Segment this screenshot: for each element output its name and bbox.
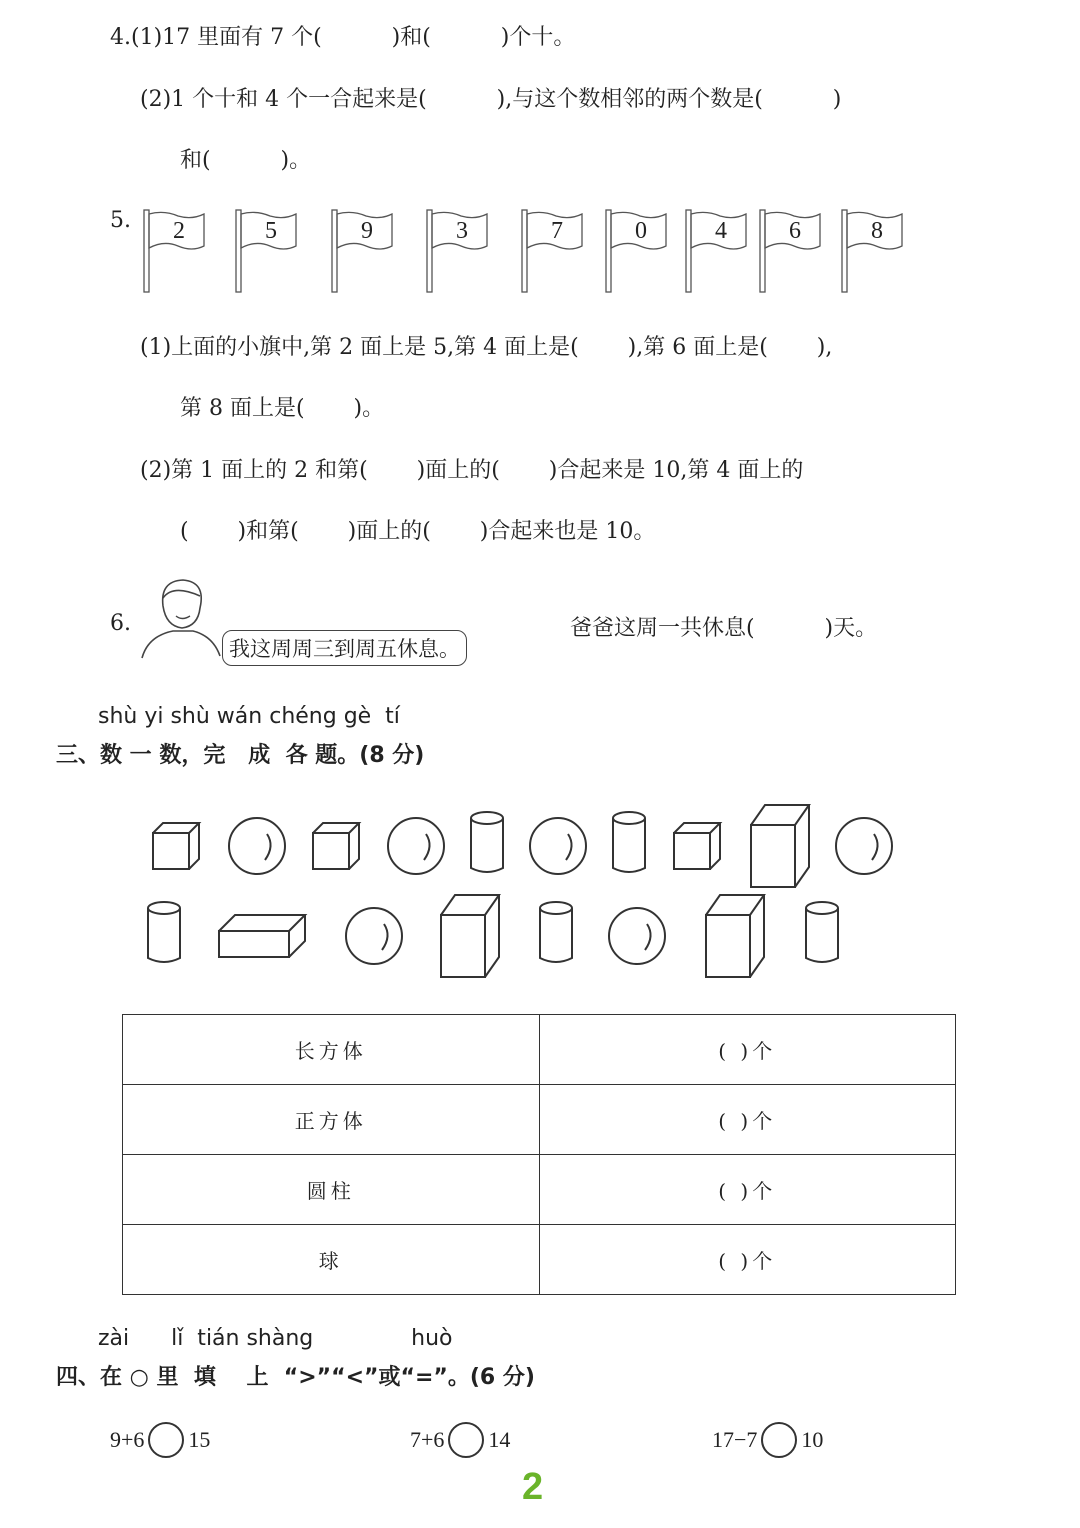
right-value: 15	[188, 1427, 211, 1452]
shape-name: 圆柱	[123, 1155, 540, 1225]
flag	[142, 208, 208, 294]
flag-number: 3	[456, 218, 468, 244]
flag-number: 5	[265, 218, 277, 244]
cylinder-icon	[471, 812, 503, 872]
father-illustration-icon	[138, 576, 228, 662]
q4-line1: 4.(1)17 里面有 7 个( )和( )个十。	[110, 25, 576, 50]
shapes-illustration	[0, 790, 1080, 990]
answer-circle[interactable]	[761, 1422, 797, 1458]
left-expression: 9+6	[110, 1427, 145, 1452]
table-row	[123, 1155, 956, 1225]
answer-circle[interactable]	[448, 1422, 484, 1458]
section3-title: 三、数 一 数，完 成 各 题。(8 分)	[56, 743, 425, 768]
q5-line4: ( )和第( )面上的( )合起来也是 10。	[180, 519, 656, 544]
cube-icon	[153, 823, 199, 869]
flag-number: 2	[173, 218, 185, 244]
sphere-icon	[836, 818, 892, 874]
count-answer-blank[interactable]: ( )个	[539, 1015, 956, 1085]
cube-icon	[674, 823, 720, 869]
speech-bubble: 我这周周三到周五休息。	[222, 630, 467, 666]
table-row	[123, 1085, 956, 1155]
flag-number: 7	[551, 218, 563, 244]
section4-title: 四、在 ○ 里 填 上 “>”“<”或“=”。(6 分)	[56, 1365, 535, 1390]
sphere-icon	[609, 908, 665, 964]
flag	[425, 208, 491, 294]
shape-count-table	[122, 1014, 956, 1295]
sphere-icon	[229, 818, 285, 874]
flag	[520, 208, 586, 294]
right-value: 10	[801, 1427, 824, 1452]
flag-number: 0	[635, 218, 647, 244]
count-answer-blank[interactable]: ( )个	[539, 1155, 956, 1225]
cylinder-icon	[613, 812, 645, 872]
comparison-item	[410, 1422, 510, 1458]
sphere-icon	[388, 818, 444, 874]
section3-pinyin: shù yi shù wán chéng gè tí	[98, 704, 400, 729]
left-expression: 7+6	[410, 1427, 445, 1452]
tall-cuboid-icon	[751, 805, 809, 887]
section4-pinyin: zài lǐ tián shàng huò	[98, 1326, 453, 1351]
flag-number: 9	[361, 218, 373, 244]
flag	[684, 208, 750, 294]
sphere-icon	[530, 818, 586, 874]
shape-name: 长方体	[123, 1015, 540, 1085]
flag-number: 6	[789, 218, 801, 244]
table-row	[123, 1015, 956, 1085]
flag	[234, 208, 300, 294]
q5-line1: (1)上面的小旗中,第 2 面上是 5,第 4 面上是( ),第 6 面上是( ),	[140, 335, 833, 360]
count-answer-blank[interactable]: ( )个	[539, 1225, 956, 1295]
q5-label: 5.	[110, 208, 131, 233]
left-expression: 17−7	[712, 1427, 758, 1452]
answer-circle[interactable]	[148, 1422, 184, 1458]
q6-label: 6.	[110, 611, 131, 636]
shape-name: 正方体	[123, 1085, 540, 1155]
flag-number: 4	[715, 218, 727, 244]
cube-icon	[313, 823, 359, 869]
shape-name: 球	[123, 1225, 540, 1295]
q5-line2: 第 8 面上是( )。	[180, 396, 385, 421]
cylinder-icon	[540, 902, 572, 962]
cylinder-icon	[148, 902, 180, 962]
count-answer-blank[interactable]: ( )个	[539, 1085, 956, 1155]
tall-cuboid-icon	[441, 895, 499, 977]
right-value: 14	[488, 1427, 511, 1452]
q4-line3: 和( )。	[180, 148, 312, 173]
flat-cuboid-icon	[219, 915, 305, 957]
page-number: 2	[522, 1466, 544, 1508]
table-row	[123, 1225, 956, 1295]
comparison-item	[110, 1422, 210, 1458]
cylinder-icon	[806, 902, 838, 962]
flag	[840, 208, 906, 294]
flag	[330, 208, 396, 294]
flag	[758, 208, 824, 294]
q5-line3: (2)第 1 面上的 2 和第( )面上的( )合起来是 10,第 4 面上的	[140, 458, 804, 483]
comparison-item	[712, 1422, 823, 1458]
q6-question: 爸爸这周一共休息( )天。	[570, 616, 878, 641]
flag-number: 8	[871, 218, 883, 244]
sphere-icon	[346, 908, 402, 964]
flag	[604, 208, 670, 294]
q4-line2: (2)1 个十和 4 个一合起来是( ),与这个数相邻的两个数是( )	[140, 87, 842, 112]
tall-cuboid-icon	[706, 895, 764, 977]
